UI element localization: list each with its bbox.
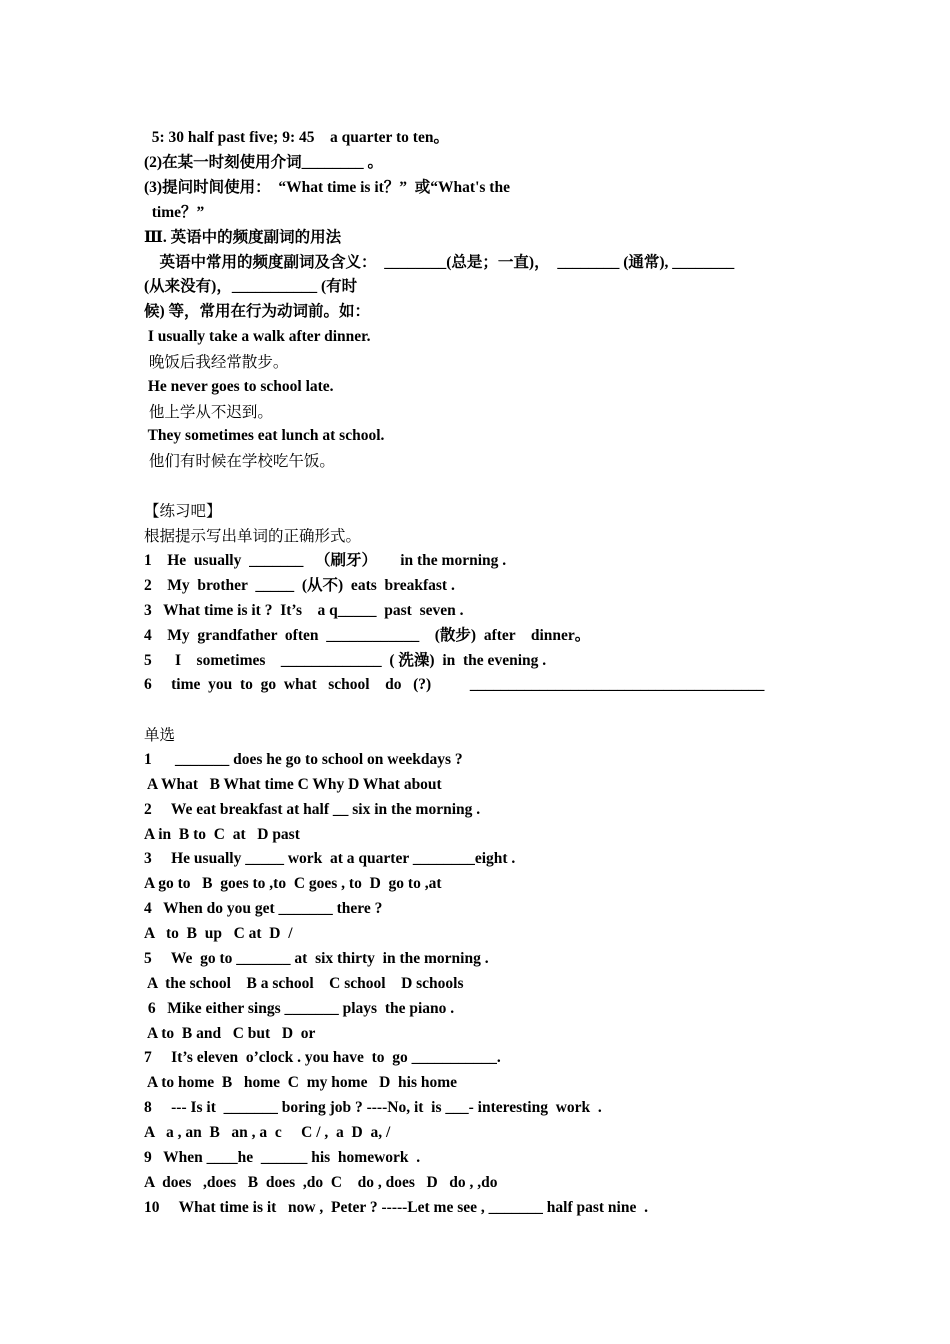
mc-options: A a , an B an , a c C / , a D a, / [144,1124,391,1141]
word-form-item: 6 time you to go what school do (?) ______________________________________ [144,676,765,693]
mc-question: 2 We eat breakfast at half __ six in the morning . [144,801,481,818]
frequency-adverbs-intro: 英语中常用的频度副词及含义： ________(总是；一直)， ________ (通常), ________ [144,254,735,271]
example-sentence-zh: 他们有时候在学校吃午饭。 [144,452,335,470]
example-sentence-en: They sometimes eat lunch at school. [144,427,385,444]
mc-options: A does ,does B does ,do C do , does D do , ,do [144,1174,498,1191]
mc-question: 8 --- Is it _______ boring job ? ----No, it is ___- interesting work . [144,1099,602,1116]
mc-options: A go to B goes to ,to C goes , to D go to ,at [144,875,442,892]
mc-question: 7 It’s eleven o’clock . you have to go ___________. [144,1049,501,1066]
mc-options: A to B and C but D or [144,1025,316,1042]
mc-options: A in B to C at D past [144,826,300,843]
example-sentence-zh: 晚饭后我经常散步。 [144,353,289,371]
mc-options: A to B up C at D / [144,925,293,942]
example-sentence-en: He never goes to school late. [144,378,334,395]
mc-question: 5 We go to _______ at six thirty in the morning . [144,950,489,967]
practice-instruction: 根据提示写出单词的正确形式。 [144,527,362,545]
mc-options: A the school B a school C school D schools [144,975,464,992]
word-form-item: 1 He usually _______ （刷牙） in the morning . [144,552,507,569]
mc-question: 10 What time is it now , Peter ? -----Let me see , _______ half past nine . [144,1199,648,1216]
practice-heading: 【练习吧】 [144,502,222,520]
word-form-item: 2 My brother _____ (从不) eats breakfast . [144,577,455,594]
example-sentence-en: I usually take a walk after dinner. [144,328,371,345]
mc-question: 6 Mike either sings _______ plays the piano . [144,1000,455,1017]
word-form-item: 4 My grandfather often ____________ (散步) after dinner。 [144,627,591,644]
question-rule-line: (3)提问时间使用： “What time is it？” 或“What's the [144,179,510,196]
mc-question: 4 When do you get _______ there ? [144,900,383,917]
mc-options: A What B What time C Why D What about [144,776,442,793]
preposition-rule-line: (2)在某一时刻使用介词________ 。 [144,154,383,171]
mc-options: A to home B home C my home D his home [144,1074,458,1091]
mc-question: 1 _______ does he go to school on weekdays ? [144,751,463,768]
frequency-adverbs-intro-cont: (从来没有)，___________ (有时 [144,278,358,295]
frequency-adverbs-intro-cont2: 候) 等，常用在行为动词前。如： [144,303,371,320]
question-rule-line-cont: time？” [144,204,205,221]
section-heading-frequency-adverbs: Ⅲ. 英语中的频度副词的用法 [144,229,342,246]
time-example-line: 5: 30 half past five; 9: 45 a quarter to ten。 [144,129,449,146]
mc-question: 9 When ____he ______ his homework . [144,1149,421,1166]
example-sentence-zh: 他上学从不迟到。 [144,403,273,421]
mc-question: 3 He usually _____ work at a quarter ________eight . [144,850,516,867]
word-form-item: 5 I sometimes _____________ ( 洗澡) in the evening . [144,652,547,669]
word-form-item: 3 What time is it ? It’s a q_____ past seven . [144,602,464,619]
multiple-choice-heading: 单选 [144,726,176,744]
